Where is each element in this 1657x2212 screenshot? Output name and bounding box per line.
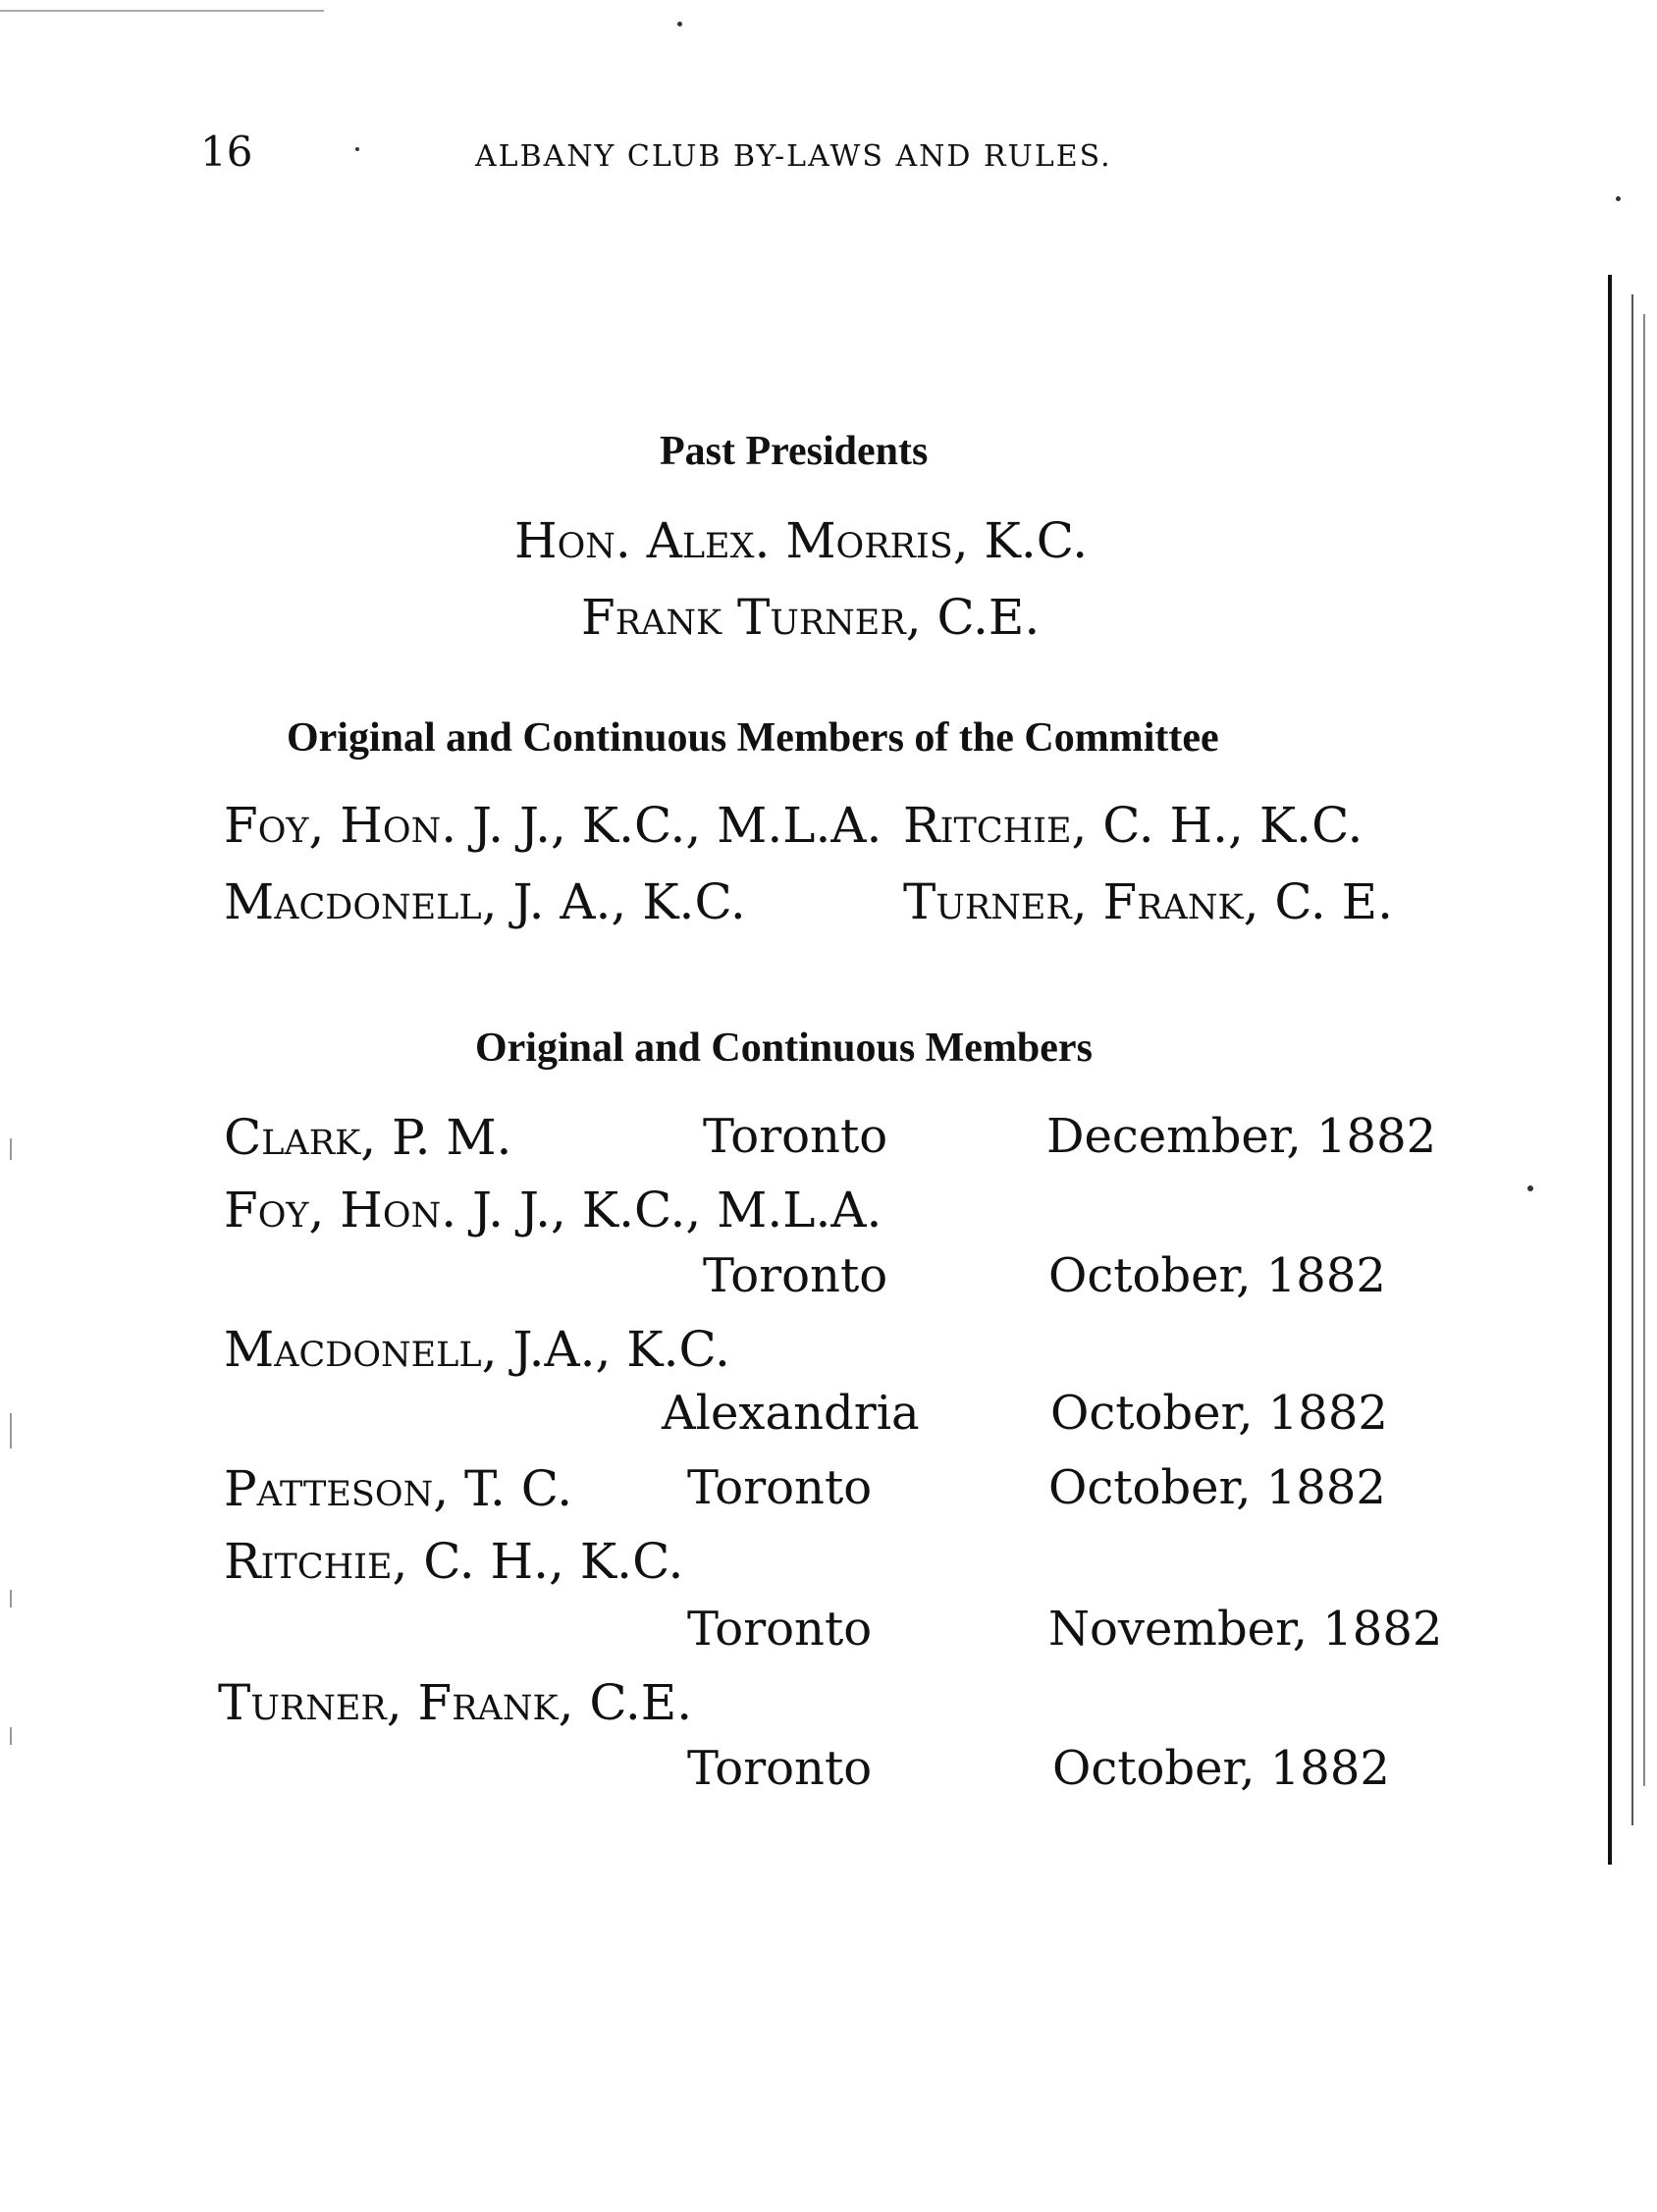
committee-member-name: Turner, Frank, C. E. [903,873,1394,930]
scan-speck [677,22,682,26]
member-date: December, 1882 [1046,1109,1437,1164]
binding-edge-line [1631,294,1633,1825]
member-place: Toronto [687,1741,873,1796]
member-place: Toronto [703,1248,888,1303]
member-date: October, 1882 [1052,1741,1390,1796]
member-place: Toronto [703,1109,888,1164]
margin-mark [10,1590,12,1607]
margin-mark [10,1727,12,1745]
member-place: Toronto [687,1602,873,1657]
member-place: Alexandria [662,1386,920,1441]
member-name: Macdonell, J.A., K.C. [224,1321,730,1378]
scan-speck [1616,196,1621,201]
top-edge-mark [0,10,324,12]
committee-member-name: Foy, Hon. J. J., K.C., M.L.A. [224,797,882,854]
member-name: Clark, P. M. [224,1109,512,1166]
member-date: October, 1882 [1050,1386,1388,1441]
member-name: Patteson, T. C. [224,1460,573,1517]
margin-mark [10,1413,12,1448]
member-name: Ritchie, C. H., K.C. [224,1533,684,1590]
page-number: 16 [200,128,253,176]
member-place: Toronto [687,1460,873,1515]
member-date: November, 1882 [1048,1602,1443,1657]
binding-edge-line [1608,275,1612,1865]
committee-member-name: Macdonell, J. A., K.C. [224,873,746,930]
committee-member-name: Ritchie, C. H., K.C. [903,797,1363,854]
member-name: Turner, Frank, C.E. [218,1674,693,1731]
member-date: October, 1882 [1048,1460,1386,1515]
binding-edge-line [1643,314,1645,1786]
member-date: October, 1882 [1048,1248,1386,1303]
running-title: ALBANY CLUB BY-LAWS AND RULES. [475,139,1112,174]
scan-speck [355,147,359,151]
past-president-name: Frank Turner, C.E. [581,589,1041,646]
member-name: Foy, Hon. J. J., K.C., M.L.A. [224,1182,882,1238]
members-heading: Original and Continuous Members [475,1026,1093,1071]
past-president-name: Hon. Alex. Morris, K.C. [514,512,1089,569]
margin-mark [10,1138,12,1160]
committee-heading: Original and Continuous Members of the Committee [287,715,1219,761]
scan-speck [1527,1185,1533,1191]
past-presidents-heading: Past Presidents [660,429,929,474]
